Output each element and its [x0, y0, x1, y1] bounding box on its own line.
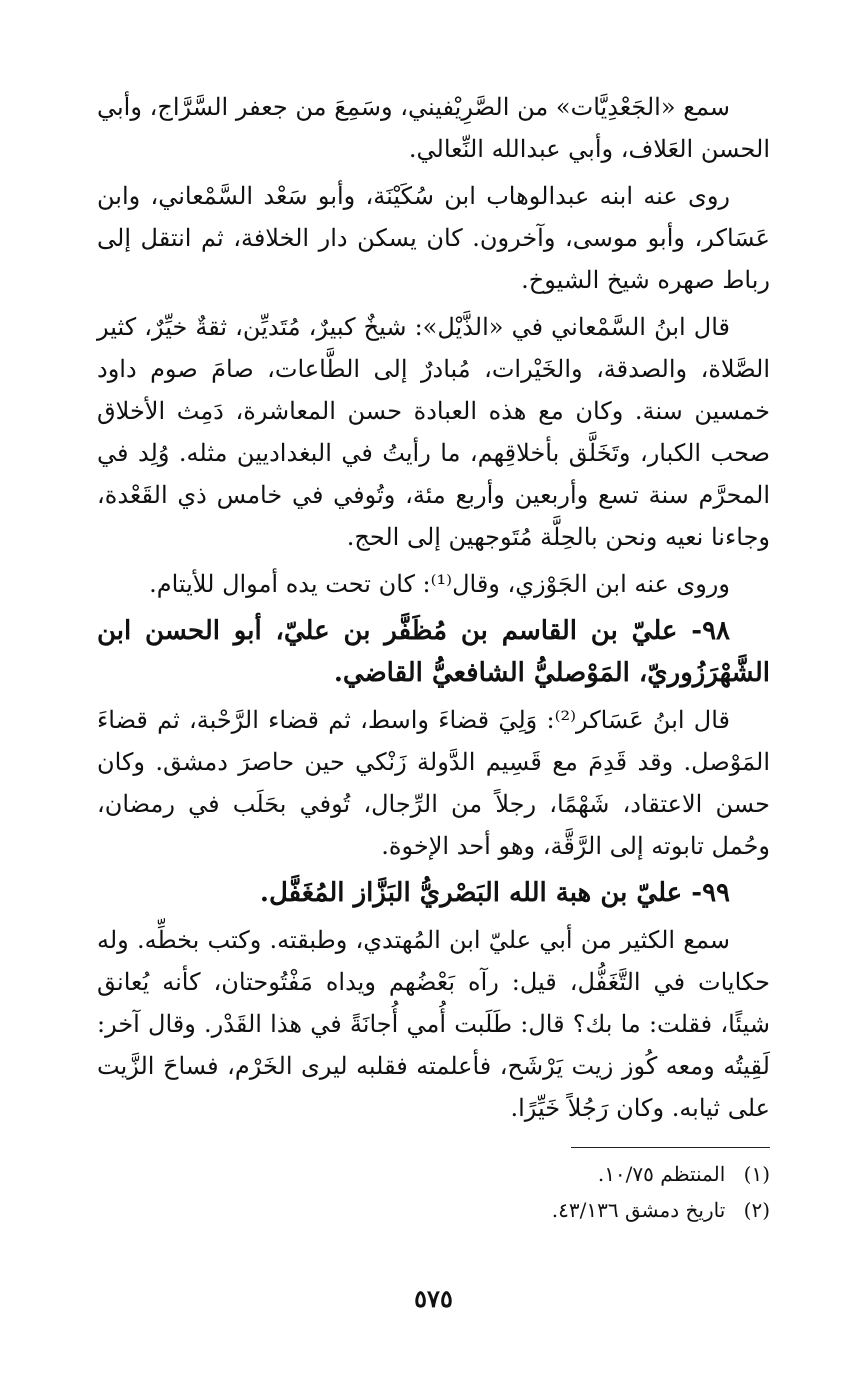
- paragraph-mughaffal: سمع الكثير من أبي عليّ ابن المُهتدي، وطبقته. وكتب بخطِّه. وله حكايات في التَّغَفُّل، قيل: رآه بَعْضُهم ويداه مَفْتُوحتان، كأنه يُعانق شيئًا، فقلت: ما بك؟ قال: طَلَبت أُمي أُجانَةً في هذا القَدْر. وقال آخر: لَقِيتُه ومعه كُوز زيت يَرْشَح، فأعلمته فقلبه ليرى الخَرْم، فساحَ الزَّيت على ثيابه. وكان رَجُلاً خَيِّرًا.: [97, 926, 770, 1122]
- paragraph-samani-quote: قال ابنُ السَّمْعاني في «الذَّيْل»: شيخٌ كبيرٌ، مُتَديِّن، ثقةٌ خيِّرٌ، كثير الصَّلاة، والصدقة، والخَيْرات، مُبادرٌ إلى الطَّاعات، صامَ صوم داود خمسين سنة. وكان مع هذه العبادة حسن المعاشرة، دَمِث الأخلاق صحب الكبار، وتَخَلَّق بأخلاقِهم، ما رأيتُ في البغداديين مثله. وُلِد في المحرَّم سنة تسع وأربعين وأربع مئة، وتُوفي في خامس ذي القَعْدة، وجاءنا نعيه ونحن بالحِلَّة مُتَوجهين إلى الحج.: [97, 313, 770, 551]
- footnote-2: [97, 1192, 770, 1228]
- entry-98-title: عليّ بن القاسم بن مُظَفَّر بن عليّ، أبو الحسن ابن الشَّهْرَزُوريّ، المَوْصليُّ الشافعيُّ القاضي.: [97, 616, 770, 688]
- footnote-1-text: المنتظم ١٠/٧٥.: [597, 1162, 726, 1186]
- entry-99-heading: [97, 872, 770, 914]
- footnote-2-label: (٢): [743, 1198, 770, 1222]
- paragraph-jawzi: وروى عنه ابن الجَوْزي، وقال⁽¹⁾: كان تحت يده أموال للأيتام.: [149, 570, 730, 598]
- footnote-1-label: (١): [743, 1162, 770, 1186]
- paragraph-narrators: روى عنه ابنه عبدالوهاب ابن سُكَيْنَة، وأبو سَعْد السَّمْعاني، وابن عَسَاكر، وأبو موسى، وآخرون. كان يسكن دار الخلافة، ثم انتقل إلى رباط صهره شيخ الشيوخ.: [97, 182, 770, 294]
- entry-99-number: ٩٩-: [691, 878, 730, 908]
- footnotes: [97, 1156, 770, 1228]
- entry-98-number: ٩٨-: [691, 616, 730, 646]
- footnote-divider: [571, 1147, 770, 1148]
- paragraph-asakir: قال ابنُ عَسَاكر⁽²⁾: وَلِيَ قضاءَ واسط، ثم قضاء الرَّحْبة، ثم قضاءَ المَوْصل. وقد قَدِمَ مع قَسِيم الدَّولة زَنْكي حين حاصرَ دمشق. وكان حسن الاعتقاد، شَهْمًا، رجلاً من الرِّجال، تُوفي بحَلَب في رمضان، وحُمل تابوته إلى الرَّقَّة، وهو أحد الإخوة.: [97, 706, 770, 860]
- entry-98-heading: [97, 610, 770, 694]
- footnote-1: [97, 1156, 770, 1192]
- paragraph-hearing: سمع «الجَعْدِيَّات» من الصَّرِيْفيني، وسَمِعَ من جعفر السَّرَّاج، وأبي الحسن العَلاف، وأبي عبدالله النِّعالي.: [97, 93, 770, 163]
- page-body: [97, 86, 770, 1134]
- footnote-2-text: تاريخ دمشق ٤٣/١٣٦.: [551, 1198, 726, 1222]
- page-number: ٥٧٥: [414, 1284, 453, 1313]
- entry-99-title: عليّ بن هبة الله البَصْريُّ البَزَّاز المُغَفَّل.: [259, 878, 683, 908]
